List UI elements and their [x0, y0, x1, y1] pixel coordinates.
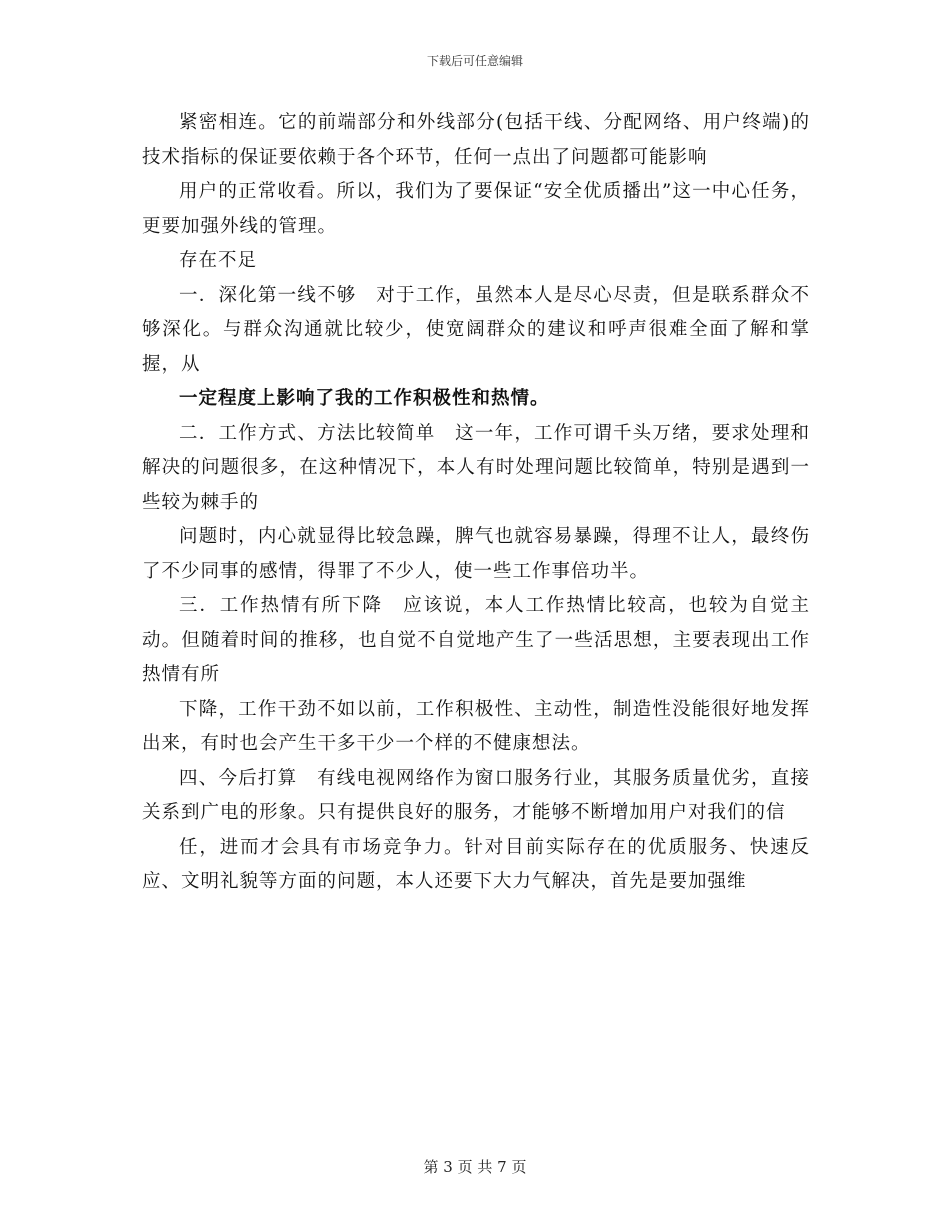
paragraph-9: 下降，工作干劲不如以前，工作积极性、主动性，制造性没能很好地发挥出来，有时也会产生干多干少一个样的不健康想法。	[142, 698, 810, 754]
paragraph-8: 三．工作热情有所下降 应该说，本人工作热情比较高，也较为自觉主动。但随着时间的推移，也自觉不自觉地产生了一些活思想，主要表现出工作热情有所	[142, 595, 810, 685]
paragraph-6: 二．工作方式、方法比较简单 这一年，工作可谓千头万绪，要求处理和解决的问题很多，在这种情况下，本人有时处理问题比较简单，特别是遇到一些较为棘手的	[142, 422, 810, 513]
paragraph-11: 任，进而才会具有市场竞争力。针对目前实际存在的优质服务、快速反应、文明礼貌等方面的问题，本人还要下大力气解决，首先是要加强维	[142, 836, 810, 892]
paragraph-4: 一．深化第一线不够 对于工作，虽然本人是尽心尽责，但是联系群众不够深化。与群众沟通就比较少，使宽阔群众的建议和呼声很难全面了解和掌握，从	[142, 284, 810, 375]
paragraph-1: 紧密相连。它的前端部分和外线部分(包括干线、分配网络、用户终端)的技术指标的保证要依赖于各个环节，任何一点出了问题都可能影响	[142, 112, 810, 168]
paragraph-3-heading: 存在不足	[179, 250, 258, 271]
document-body	[142, 106, 810, 900]
page-header: 下载后可任意编辑	[426, 54, 523, 68]
paragraph-5-bold: 一定程度上影响了我的工作积极性和热情。	[179, 388, 550, 409]
paragraph-7: 问题时，内心就显得比较急躁，脾气也就容易暴躁，得理不让人，最终伤了不少同事的感情，得罪了不少人，使一些工作事倍功半。	[142, 526, 810, 582]
page-footer-page-number: 第 3 页 共 7 页	[423, 1158, 527, 1176]
paragraph-2: 用户的正常收看。所以，我们为了要保证“安全优质播出”这一中心任务，更要加强外线的管理。	[142, 181, 810, 237]
paragraph-10: 四、今后打算 有线电视网络作为窗口服务行业，其服务质量优劣，直接关系到广电的形象。只有提供良好的服务，才能够不断增加用户对我们的信	[142, 767, 810, 823]
